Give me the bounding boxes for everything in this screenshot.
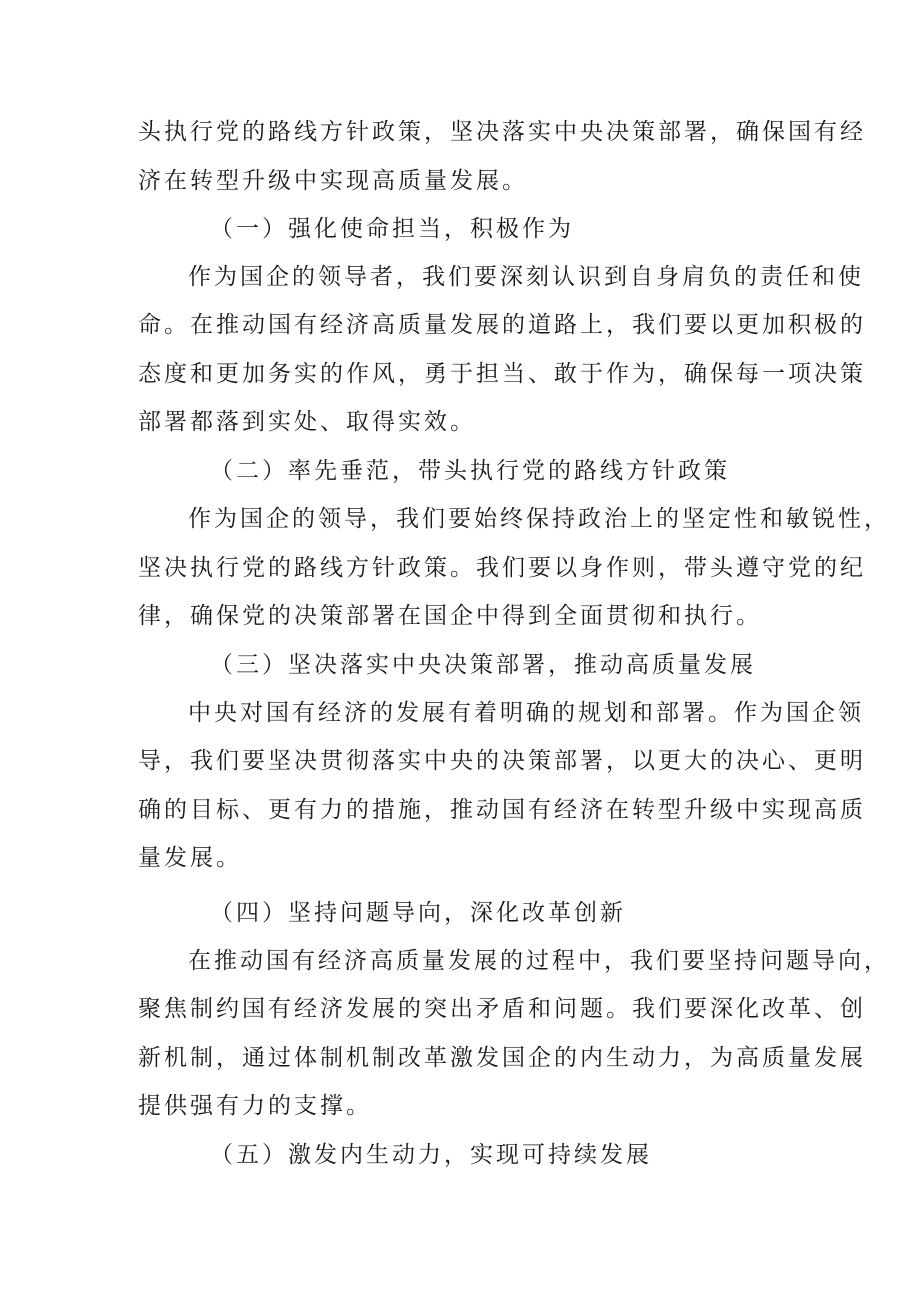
paragraph-line: 济在转型升级中实现高质量发展。 (138, 168, 528, 194)
section-heading-1: （一）强化使命担当，积极作为 (210, 216, 574, 242)
section-heading-2: （二）率先垂范，带头执行党的路线方针政策 (210, 458, 730, 484)
paragraph-line: 坚决执行党的路线方针政策。我们要以身作则，带头遵守党的纪 (138, 555, 866, 581)
paragraph-line: 导，我们要坚决贯彻落实中央的决策部署，以更大的决心、更明 (138, 748, 866, 774)
paragraph-line: 命。在推动国有经济高质量发展的道路上，我们要以更加积极的 (138, 312, 866, 338)
paragraph-line: 确的目标、更有力的措施，推动国有经济在转型升级中实现高质 (138, 797, 866, 823)
paragraph-line: 作为国企的领导，我们要始终保持政治上的坚定性和敏锐性， (188, 506, 890, 532)
paragraph-line: 部署都落到实处、取得实效。 (138, 409, 476, 435)
paragraph-line: 律，确保党的决策部署在国企中得到全面贯彻和执行。 (138, 603, 762, 629)
paragraph-line: 量发展。 (138, 845, 242, 871)
section-heading-4: （四）坚持问题导向，深化改革创新 (210, 900, 626, 926)
paragraph-line: 态度和更加务实的作风，勇于担当、敢于作为，确保每一项决策 (138, 361, 866, 387)
paragraph-line: 中央对国有经济的发展有着明确的规划和部署。作为国企领 (188, 700, 864, 726)
paragraph-line: 新机制，通过体制机制改革激发国企的内生动力，为高质量发展 (138, 1045, 866, 1071)
section-heading-3: （三）坚决落实中央决策部署，推动高质量发展 (210, 652, 756, 678)
paragraph-line: 提供强有力的支撑。 (138, 1093, 372, 1119)
paragraph-line: 在推动国有经济高质量发展的过程中，我们要坚持问题导向， (188, 948, 890, 974)
paragraph-line: 作为国企的领导者，我们要深刻认识到自身肩负的责任和使 (188, 264, 864, 290)
section-heading-5: （五）激发内生动力，实现可持续发展 (210, 1142, 652, 1168)
paragraph-line: 头执行党的路线方针政策，坚决落实中央决策部署，确保国有经 (138, 119, 866, 145)
paragraph-line: 聚焦制约国有经济发展的突出矛盾和问题。我们要深化改革、创 (138, 996, 866, 1022)
